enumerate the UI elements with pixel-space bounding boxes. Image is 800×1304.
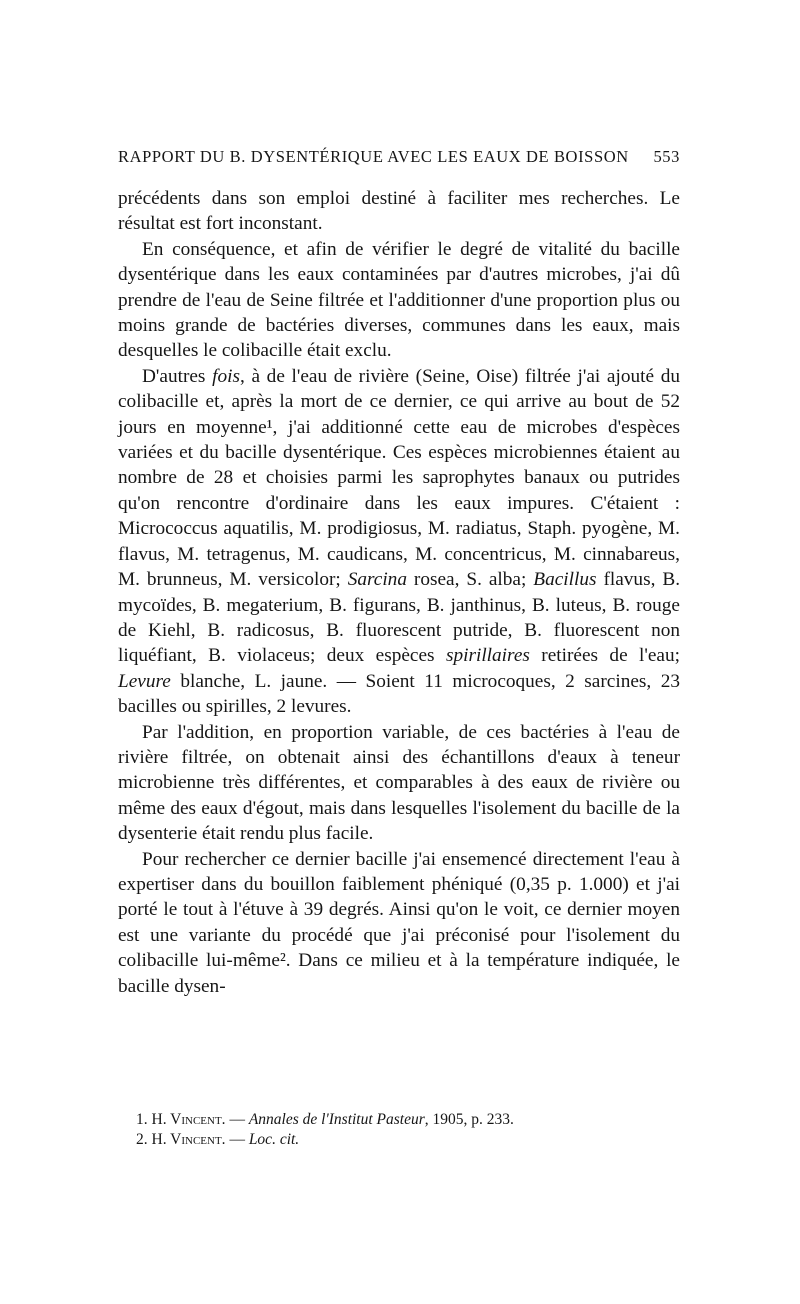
paragraph <box>118 186 680 237</box>
footnote-source: Loc. cit. <box>248 1131 300 1148</box>
text-run: rosea, S. alba; <box>406 569 534 591</box>
body-text <box>118 186 680 999</box>
footnotes <box>136 1110 656 1150</box>
text-run: D'autres <box>142 365 213 387</box>
italic-text: Sarcina <box>347 569 407 591</box>
italic-text: Bacillus <box>533 569 597 591</box>
text-run: Par l'addition, en proportion variable, de ces bactéries à l'eau de rivière filtrée, on obtenait ainsi des échantillons d'eaux à teneur microbienne très différentes, et comparables à des eaux de rivière ou même des eaux d'égout, mais dans lesquelles l'isolement du bacille de la dysenterie était rendu plus facile. <box>118 721 680 845</box>
footnote-author: H. Vincent. <box>151 1131 226 1148</box>
footnote-source: Annales de l'Institut Pasteur <box>248 1111 425 1128</box>
text-run: retirées de l'eau; <box>529 645 680 667</box>
footnote-rest: , 1905, p. 233. <box>424 1111 514 1128</box>
italic-text: Levure <box>118 670 171 692</box>
paragraph <box>118 364 680 720</box>
running-head <box>118 146 680 168</box>
text-run: , à de l'eau de rivière (Seine, Oise) filtrée j'ai ajouté du colibacille et, après la mort de ce dernier, ce qui arrive au bout de 52 jours en moyenne¹, j'ai additionné cette eau de microbes d'espèces variées et du bacille dysentérique. Ces espèces microbiennes étaient au nombre de 28 et choisies parmi les saprophytes banaux ou putrides qu'on rencontre d'ordinaire dans les eaux impures. C'étaient : Micrococcus aquatilis, M. prodigiosus, M. radiatus, Staph. pyogène, M. flavus, M. tetragenus, M. caudicans, M. concentricus, M. cinnabareus, M. brunneus, M. versicolor; <box>118 365 680 591</box>
footnote-author: H. Vincent. <box>151 1111 226 1128</box>
running-head-title: RAPPORT DU B. DYSENTÉRIQUE AVEC LES EAUX DE BOISSON <box>118 147 629 166</box>
paragraph <box>118 847 680 999</box>
italic-text: spirillaires <box>445 645 530 667</box>
footnote-dash: — <box>225 1111 249 1128</box>
footnote-number: 1. <box>136 1111 152 1128</box>
footnote <box>136 1130 656 1150</box>
paragraph <box>118 237 680 364</box>
footnote-dash: — <box>225 1131 249 1148</box>
text-run: blanche, L. jaune. — Soient 11 microcoques, 2 sarcines, 23 bacilles ou spirilles, 2 levures. <box>118 670 680 718</box>
page-number: 553 <box>653 147 680 166</box>
footnote <box>136 1110 656 1130</box>
italic-text: fois <box>212 365 240 387</box>
text-run: En conséquence, et afin de vérifier le degré de vitalité du bacille dysentérique dans les eaux contaminées par d'autres microbes, j'ai dû prendre de l'eau de Seine filtrée et l'additionner d'une proportion plus ou moins grande de bactéries diverses, communes dans les eaux, mais desquelles le colibacille était exclu. <box>118 238 680 362</box>
footnote-number: 2. <box>136 1131 152 1148</box>
text-run: précédents dans son emploi destiné à faciliter mes recherches. Le résultat est fort inconstant. <box>118 188 680 235</box>
text-run: flavus, B. mycoïdes, B. megaterium, B. figurans, B. janthinus, B. luteus, B. rouge de Kiehl, B. radicosus, B. fluorescent putride, B. fluorescent non liquéfiant, B. violaceus; deux espèces <box>118 569 681 667</box>
text-run: Pour rechercher ce dernier bacille j'ai ensemencé directement l'eau à expertiser dans du bouillon faiblement phéniqué (0,35 p. 1.000) et j'ai porté le tout à l'étuve à 39 degrés. Ainsi qu'on le voit, ce dernier moyen est une variante du procédé que j'ai préconisé pour l'isolement du colibacille lui-même². Dans ce milieu et à la température indiquée, le bacille dysen- <box>118 848 680 997</box>
paragraph <box>118 720 680 847</box>
book-page <box>118 146 680 999</box>
